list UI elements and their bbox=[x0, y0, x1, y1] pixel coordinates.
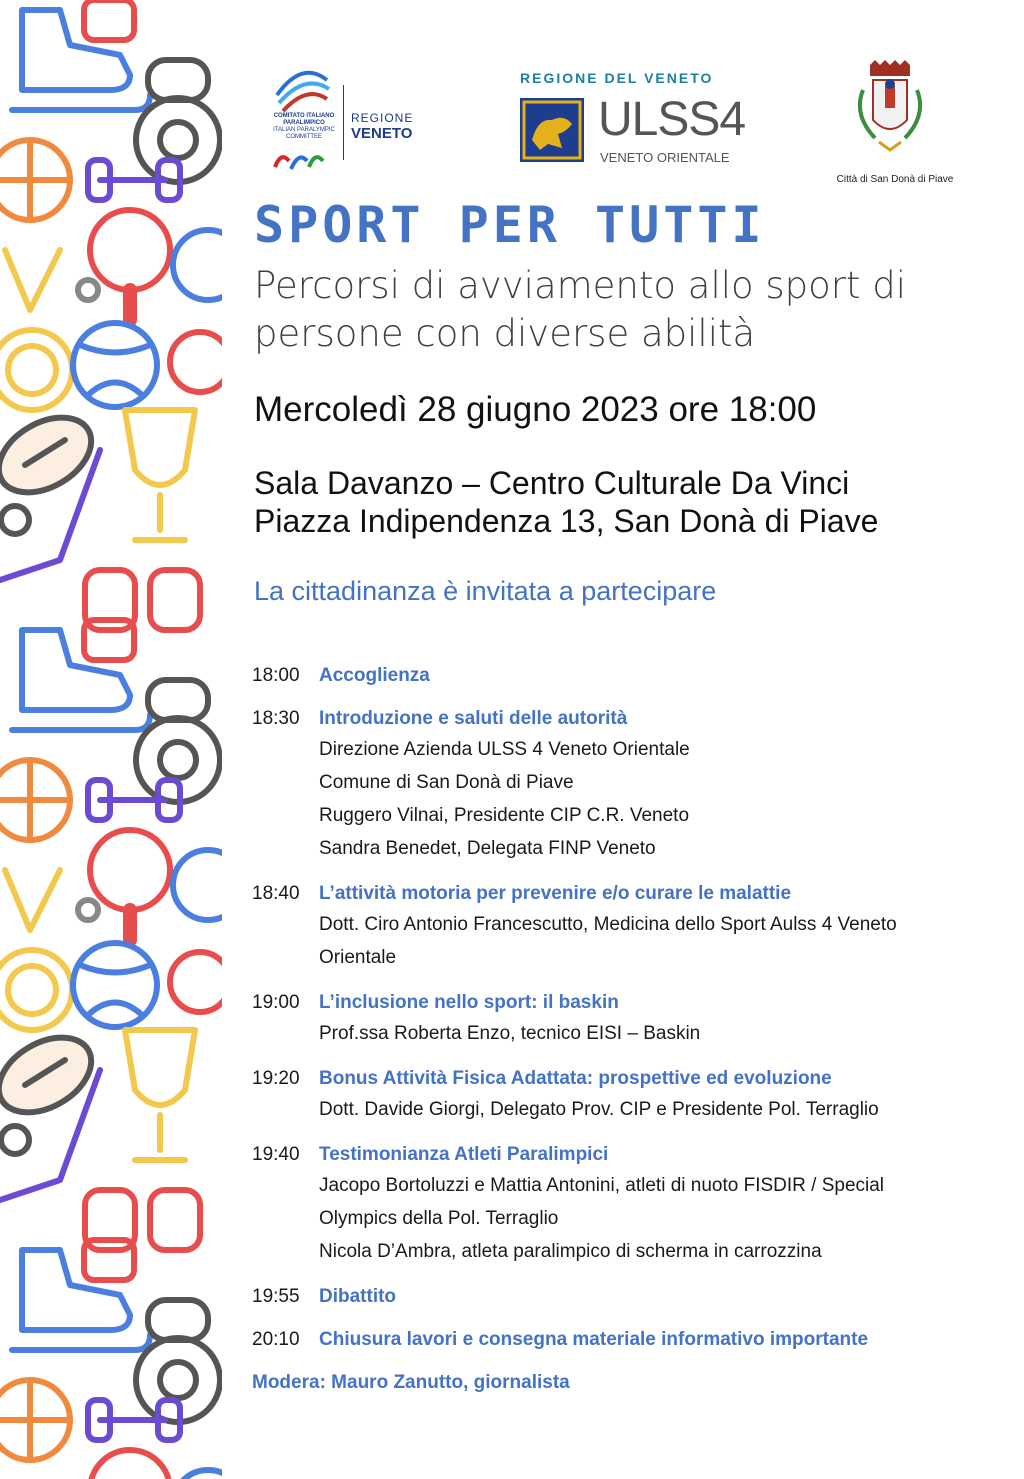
cip-region-label: REGIONE bbox=[351, 111, 414, 125]
program-time: 18:30 bbox=[252, 708, 300, 729]
program-speaker-line: Sandra Benedet, Delegata FINP Veneto bbox=[319, 838, 656, 859]
program-speaker-line: Ruggero Vilnai, Presidente CIP C.R. Veneto bbox=[319, 805, 690, 826]
invitation-text: La cittadinanza è invitata a partecipare bbox=[254, 576, 717, 606]
program-time: 19:20 bbox=[252, 1068, 300, 1089]
program-speaker-line: Dott. Davide Giorgi, Delegato Prov. CIP e Presidente Pol. Terraglio bbox=[319, 1099, 879, 1120]
ulss-subtitle: VENETO ORIENTALE bbox=[600, 150, 730, 165]
program-time: 18:00 bbox=[252, 665, 300, 686]
venue-line-2: Piazza Indipendenza 13, San Donà di Piave bbox=[254, 503, 879, 539]
program-details bbox=[319, 662, 982, 690]
program-speaker-line: Comune di San Donà di Piave bbox=[319, 772, 574, 793]
program-time: 19:40 bbox=[252, 1144, 300, 1165]
program-details bbox=[319, 989, 982, 1050]
program-time: 20:10 bbox=[252, 1329, 300, 1350]
program-details bbox=[319, 1141, 982, 1268]
program-item bbox=[252, 1326, 982, 1354]
program-item bbox=[252, 989, 982, 1050]
program-title: L’attività motoria per prevenire e/o curare le malattie bbox=[319, 883, 792, 904]
city-crest-icon bbox=[845, 60, 935, 160]
football-icon bbox=[0, 402, 104, 507]
program-item bbox=[252, 1141, 982, 1268]
sports-icons-decoration bbox=[0, 0, 222, 1479]
trophy-icon bbox=[125, 410, 195, 485]
program-title: Introduzione e saluti delle autorità bbox=[319, 708, 628, 729]
program-speaker-line: Dott. Ciro Antonio Francescutto, Medicina dello Sport Aulss 4 Veneto bbox=[319, 914, 897, 935]
cip-region-name: VENETO bbox=[351, 125, 413, 142]
program-time: 19:55 bbox=[252, 1286, 300, 1307]
cip-line4: COMMITTEE bbox=[286, 134, 322, 140]
program-speaker-line: Prof.ssa Roberta Enzo, tecnico EISI – Baskin bbox=[319, 1023, 701, 1044]
program-title: Dibattito bbox=[319, 1286, 397, 1307]
cip-line1: COMITATO ITALIANO bbox=[273, 113, 335, 119]
medal-icon bbox=[5, 250, 60, 310]
program-title: Bonus Attività Fisica Adattata: prospettive ed evoluzione bbox=[319, 1068, 832, 1089]
program-item bbox=[252, 705, 982, 865]
venue-line-1: Sala Davanzo – Centro Culturale Da Vinci bbox=[254, 465, 850, 501]
ulss-name: ULSS4 bbox=[598, 93, 746, 146]
program-speaker-line: Olympics della Pol. Terraglio bbox=[319, 1208, 559, 1229]
program-details bbox=[319, 880, 982, 974]
ice-skate-icon bbox=[22, 10, 130, 90]
program-speaker-line: Orientale bbox=[319, 947, 397, 968]
program-list bbox=[252, 662, 982, 1354]
program-details bbox=[319, 1326, 982, 1354]
program-speaker-line: Jacopo Bortoluzzi e Mattia Antonini, atleti di nuoto FISDIR / Special bbox=[319, 1175, 885, 1196]
event-date: Mercoledì 28 giugno 2023 ore 18:00 bbox=[254, 390, 817, 429]
logo-bar bbox=[250, 50, 1010, 190]
program-details bbox=[319, 1283, 982, 1311]
program-speaker-line: Nicola D’Ambra, atleta paralimpico di scherma in carrozzina bbox=[319, 1241, 822, 1262]
program-details bbox=[319, 705, 982, 865]
program-item bbox=[252, 662, 982, 690]
program-title: Testimonianza Atleti Paralimpici bbox=[319, 1144, 609, 1165]
ulss4-logo bbox=[518, 70, 746, 175]
program-title: Chiusura lavori e consegna materiale informativo importante bbox=[319, 1329, 869, 1350]
program-time: 19:00 bbox=[252, 992, 300, 1013]
program-schedule bbox=[252, 662, 982, 1397]
program-item bbox=[252, 1283, 982, 1311]
moderator-line: Modera: Mauro Zanutto, giornalista bbox=[252, 1372, 570, 1393]
ulss-header: REGIONE DEL VENETO bbox=[520, 70, 714, 86]
agitos-icon bbox=[271, 147, 327, 173]
city-caption: Città di San Donà di Piave bbox=[836, 174, 954, 185]
program-details bbox=[319, 1065, 982, 1126]
cip-logo bbox=[255, 55, 435, 175]
cip-line2: PARALIMPICO bbox=[283, 120, 325, 126]
program-item bbox=[252, 880, 982, 974]
program-speaker-line: Direzione Azienda ULSS 4 Veneto Orientale bbox=[319, 739, 690, 760]
ping-pong-icon bbox=[90, 210, 170, 290]
cip-line3: ITALIAN PARALYMPIC bbox=[273, 127, 335, 133]
sports-pattern-illustration bbox=[0, 0, 222, 1479]
program-time: 18:40 bbox=[252, 883, 300, 904]
page-title: SPORT PER TUTTI bbox=[254, 196, 766, 254]
program-title: L’inclusione nello sport: il baskin bbox=[319, 992, 619, 1013]
program-item bbox=[252, 1065, 982, 1126]
cip-divider bbox=[343, 85, 344, 160]
stopwatch-icon bbox=[173, 230, 222, 300]
lion-of-st-mark-icon bbox=[518, 96, 586, 164]
event-venue bbox=[254, 464, 878, 540]
program-title: Accoglienza bbox=[319, 665, 430, 686]
city-crest-logo bbox=[825, 60, 965, 185]
page-subtitle: Percorsi di avviamento allo sport di persone con diverse abilità bbox=[254, 264, 907, 355]
